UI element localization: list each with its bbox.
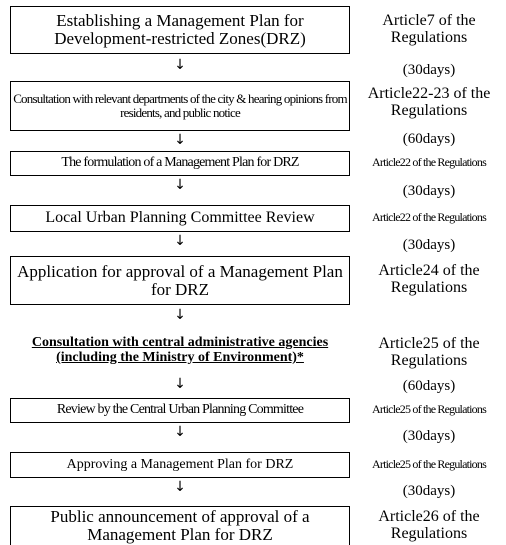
step-8-article: Article25 of the Regulations <box>372 457 486 471</box>
step-9-article: Article26 of the Regulations <box>378 508 480 542</box>
step-8-box <box>10 452 350 478</box>
step-5-title: Application for approval of a Management Plan for DRZ <box>17 261 343 299</box>
step-9-box <box>10 506 350 545</box>
step-7-title: Review by the Central Urban Planning Committee <box>56 402 304 418</box>
step-8-title: Approving a Management Plan for DRZ <box>66 456 294 472</box>
step-1-box <box>10 6 350 54</box>
arrow-4: ↓ <box>174 233 186 249</box>
step-4-article: Article22 of the Regulations <box>372 210 486 224</box>
step-4-box <box>10 205 350 232</box>
step-6-title: Consultation with central administrative agencies (including the Ministry of Environment)* <box>31 335 329 365</box>
step-2-box <box>10 81 350 131</box>
step-3-title: The formulation of a Management Plan for DRZ <box>61 155 299 171</box>
step-2-article: Article22-23 of the Regulations <box>367 85 491 119</box>
step-3-box <box>10 151 350 176</box>
step-3-article: Article22 of the Regulations <box>372 155 486 169</box>
step-4-duration: (30days) <box>402 237 456 253</box>
arrow-6: ↓ <box>174 376 186 392</box>
arrow-2: ↓ <box>174 132 186 148</box>
step-3-duration: (30days) <box>402 183 456 199</box>
step-1-title: Establishing a Management Plan for Development-restricted Zones(DRZ) <box>54 11 306 48</box>
arrow-5: ↓ <box>174 307 186 323</box>
arrow-8: ↓ <box>174 479 186 495</box>
step-1-article: Article7 of the Regulations <box>382 12 476 46</box>
step-6-duration: (60days) <box>402 378 456 394</box>
step-5-box <box>10 256 350 305</box>
step-7-duration: (30days) <box>402 428 456 444</box>
arrow-3: ↓ <box>174 177 186 193</box>
step-4-title: Local Urban Planning Committee Review <box>45 209 315 227</box>
step-7-box <box>10 398 350 423</box>
step-7-article: Article25 of the Regulations <box>372 402 486 416</box>
arrow-1: ↓ <box>174 57 186 73</box>
step-9-title: Public announcement of approval of a Management Plan for DRZ <box>50 507 310 544</box>
step-6-box <box>10 329 350 373</box>
step-6-article: Article25 of the Regulations <box>378 335 480 369</box>
step-1-duration: (30days) <box>402 62 456 78</box>
step-2-duration: (60days) <box>402 131 456 147</box>
step-8-duration: (30days) <box>402 483 456 499</box>
step-2-title: Consultation with relevant departments of the city & hearing opinions from residents, and public notice <box>13 91 347 120</box>
arrow-7: ↓ <box>174 424 186 440</box>
step-5-article: Article24 of the Regulations <box>378 262 480 296</box>
